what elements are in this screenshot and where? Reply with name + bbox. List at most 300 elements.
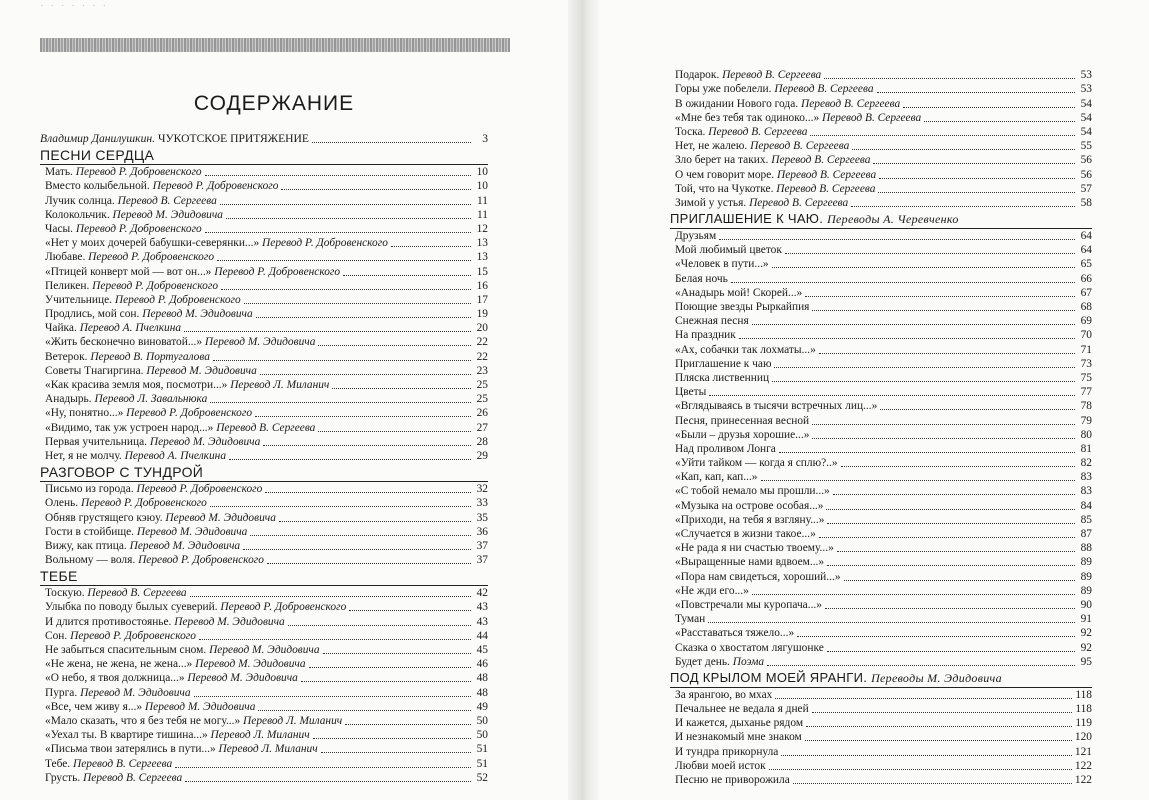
toc-entry[interactable] bbox=[40, 685, 488, 699]
page-number: 122 bbox=[1074, 774, 1092, 786]
page-number: 78 bbox=[1080, 400, 1092, 413]
page-number: 57 bbox=[1080, 182, 1092, 195]
entry-translator: Перевод М. Эдидовича bbox=[165, 511, 276, 524]
entry-text bbox=[675, 111, 921, 125]
toc-entry[interactable] bbox=[670, 96, 1092, 110]
intro-entry[interactable] bbox=[40, 128, 488, 146]
toc-entry[interactable] bbox=[670, 470, 1092, 484]
entry-title: Туман bbox=[675, 613, 706, 626]
entry-text bbox=[675, 428, 809, 442]
entry-translator: Перевод А. Пчелкина bbox=[124, 449, 227, 462]
toc-entry[interactable] bbox=[40, 435, 488, 449]
toc-entry[interactable] bbox=[670, 139, 1092, 153]
page-number: 77 bbox=[1080, 386, 1092, 399]
toc-entry[interactable] bbox=[40, 364, 488, 378]
entry-text bbox=[675, 196, 848, 210]
page-number: 65 bbox=[1080, 258, 1092, 271]
toc-entry[interactable] bbox=[670, 773, 1092, 787]
dot-leader bbox=[321, 752, 471, 753]
entry-title: «Нет у моих дочерей бабушки-северянки...» bbox=[45, 237, 260, 250]
toc-entry[interactable] bbox=[40, 539, 488, 553]
toc-entry[interactable] bbox=[40, 307, 488, 321]
entry-title: «Мало сказать, что я без тебя не могу...» bbox=[45, 714, 241, 727]
entry-text bbox=[45, 194, 217, 208]
dot-leader bbox=[185, 781, 471, 782]
page-title: СОДЕРЖАНИЕ bbox=[193, 92, 355, 115]
toc-entry[interactable] bbox=[670, 702, 1092, 716]
page-number: 43 bbox=[476, 615, 488, 628]
dot-leader bbox=[878, 192, 1075, 193]
entry-translator: Перевод Р. Добровенского bbox=[126, 407, 253, 420]
toc-entry[interactable] bbox=[40, 586, 488, 600]
continued-entries bbox=[670, 68, 1092, 210]
entry-title: Вместо колыбельной. bbox=[45, 180, 150, 193]
toc-entry[interactable] bbox=[40, 208, 488, 222]
entry-translator: Перевод Р. Добровенского bbox=[138, 554, 264, 567]
toc-entry[interactable] bbox=[670, 271, 1092, 285]
page-number: 56 bbox=[1080, 154, 1092, 167]
entry-text bbox=[675, 272, 728, 286]
toc-entry[interactable] bbox=[670, 314, 1092, 328]
dot-leader bbox=[175, 767, 471, 768]
toc-entry[interactable] bbox=[670, 759, 1092, 773]
entry-text bbox=[675, 328, 736, 342]
toc-entry[interactable] bbox=[670, 342, 1092, 356]
dot-leader bbox=[343, 275, 471, 276]
dot-leader bbox=[318, 431, 471, 432]
dot-leader bbox=[774, 367, 1075, 368]
toc-entry[interactable] bbox=[670, 82, 1092, 96]
toc-entry[interactable] bbox=[670, 300, 1092, 314]
dot-leader bbox=[851, 206, 1075, 207]
toc-entry[interactable] bbox=[40, 179, 488, 193]
toc-entry[interactable] bbox=[670, 716, 1092, 730]
dot-leader bbox=[184, 331, 471, 332]
dot-leader bbox=[769, 769, 1072, 770]
toc-entry[interactable] bbox=[40, 279, 488, 293]
toc-entry[interactable] bbox=[670, 68, 1092, 82]
entry-text bbox=[45, 350, 210, 364]
entry-text bbox=[45, 600, 346, 614]
dot-leader bbox=[323, 653, 471, 654]
toc-entry[interactable] bbox=[40, 771, 488, 785]
toc-entry[interactable] bbox=[40, 614, 488, 628]
toc-entry[interactable] bbox=[40, 714, 488, 728]
entry-text bbox=[45, 525, 247, 539]
page-number: 13 bbox=[476, 251, 488, 264]
dot-leader bbox=[256, 317, 471, 318]
entry-title: Любви моей исток bbox=[675, 759, 766, 772]
toc-entry[interactable] bbox=[670, 598, 1092, 612]
entry-title: Продлись, мой сон. bbox=[45, 308, 140, 321]
entry-text bbox=[45, 321, 181, 335]
right-sections bbox=[670, 210, 1092, 787]
entry-translator: Перевод В. Сергеева bbox=[750, 140, 850, 153]
intro-title: ЧУКОТСКОЕ ПРИТЯЖЕНИЕ bbox=[157, 132, 309, 145]
toc-entry[interactable] bbox=[40, 600, 488, 614]
entry-title: Письмо из города. bbox=[45, 483, 134, 496]
toc-entry[interactable] bbox=[670, 125, 1092, 139]
entry-translator: Перевод Р. Добровенского bbox=[80, 497, 207, 510]
entry-title: Снежная песня bbox=[675, 315, 749, 328]
toc-entry[interactable] bbox=[670, 328, 1092, 342]
toc-entry[interactable] bbox=[670, 744, 1092, 758]
entry-translator: Перевод Р. Добровенского bbox=[88, 251, 215, 264]
toc-entry[interactable] bbox=[40, 406, 488, 420]
dot-leader bbox=[301, 681, 471, 682]
toc-entry[interactable] bbox=[670, 257, 1092, 271]
toc-entry[interactable] bbox=[40, 629, 488, 643]
section-title: РАЗГОВОР С ТУНДРОЙ bbox=[40, 463, 204, 480]
toc-entry[interactable] bbox=[670, 229, 1092, 243]
entry-translator: Перевод М. Эдидовича bbox=[146, 364, 257, 377]
entry-title: Зло берет на таких. bbox=[675, 154, 769, 167]
toc-entry[interactable] bbox=[670, 688, 1092, 702]
page-number: 19 bbox=[476, 308, 488, 321]
entry-title: Не забыться спасительным сном. bbox=[45, 644, 207, 656]
entry-text bbox=[45, 615, 285, 629]
toc-entry[interactable] bbox=[40, 378, 488, 392]
toc-entry[interactable] bbox=[670, 286, 1092, 300]
entry-text bbox=[675, 168, 876, 182]
entry-text bbox=[675, 626, 794, 640]
dot-leader bbox=[210, 402, 471, 403]
toc-entry[interactable] bbox=[40, 222, 488, 236]
entry-text bbox=[45, 208, 223, 222]
entry-text bbox=[45, 757, 172, 771]
page-number: 89 bbox=[1080, 570, 1092, 583]
toc-entry[interactable] bbox=[40, 728, 488, 742]
section-translator: Переводы М. Эдидовича bbox=[871, 670, 1002, 685]
dot-leader bbox=[824, 78, 1075, 79]
entry-text bbox=[675, 641, 824, 655]
page-number: 20 bbox=[476, 322, 488, 335]
toc-entry[interactable] bbox=[40, 657, 488, 671]
page-number: 17 bbox=[476, 293, 488, 306]
entry-translator: Перевод В. Сергеева bbox=[73, 757, 173, 770]
entry-translator: Перевод Р. Добровенского bbox=[262, 237, 388, 250]
toc-entry[interactable] bbox=[40, 643, 488, 657]
entry-title: «О небо, я твоя должница...» bbox=[45, 672, 185, 685]
toc-entry[interactable] bbox=[40, 482, 488, 496]
entry-translator: Перевод М. Эдидовича bbox=[136, 525, 248, 538]
dot-leader bbox=[903, 107, 1075, 108]
dot-leader bbox=[825, 608, 1075, 609]
toc-entry[interactable] bbox=[40, 700, 488, 714]
page-number: 49 bbox=[476, 700, 488, 713]
entry-text bbox=[675, 598, 822, 612]
entry-translator: Перевод В. Португалова bbox=[90, 350, 210, 363]
entry-title: Учительнице. bbox=[45, 293, 112, 306]
dot-leader bbox=[779, 452, 1075, 453]
dot-leader bbox=[349, 610, 471, 611]
entry-title: «Человек в пути...» bbox=[675, 258, 769, 271]
dot-leader bbox=[708, 622, 1075, 623]
toc-entry[interactable] bbox=[670, 584, 1092, 598]
page-number: 3 bbox=[482, 132, 488, 145]
dot-leader bbox=[880, 409, 1075, 410]
dot-leader bbox=[719, 239, 1075, 240]
toc-entry[interactable] bbox=[670, 555, 1092, 569]
entry-text bbox=[675, 442, 776, 456]
entry-translator: Перевод Р. Добровенского bbox=[136, 483, 263, 496]
page-number: 53 bbox=[1080, 69, 1092, 82]
entry-title: «Расставаться тяжело...» bbox=[675, 627, 795, 640]
dot-leader bbox=[731, 282, 1075, 283]
entry-title: Советы Тнагиргина. bbox=[45, 364, 144, 377]
page-number: 22 bbox=[476, 336, 488, 349]
entry-title: «Музыка на острове особая...» bbox=[675, 499, 824, 512]
toc-entry[interactable] bbox=[670, 612, 1092, 626]
entry-translator: Перевод В. Сергеева bbox=[771, 154, 871, 167]
page-number: 44 bbox=[476, 629, 488, 642]
entry-title: «Повстречали мы куропача...» bbox=[675, 598, 822, 611]
toc-entry[interactable] bbox=[40, 671, 488, 685]
toc-entry[interactable] bbox=[670, 111, 1092, 125]
entry-text bbox=[675, 229, 716, 243]
toc-entry[interactable] bbox=[670, 413, 1092, 427]
entry-title: Приглашение к чаю bbox=[675, 357, 772, 370]
entry-title: «Не рада я ни счастью твоему...» bbox=[675, 542, 834, 555]
toc-entry[interactable] bbox=[670, 196, 1092, 210]
toc-entry[interactable] bbox=[670, 730, 1092, 744]
page-number: 22 bbox=[476, 350, 488, 363]
entry-title: Сон. bbox=[45, 629, 68, 642]
entry-translator: Перевод В. Сергеева bbox=[117, 194, 217, 207]
toc-entry[interactable] bbox=[40, 525, 488, 539]
dot-leader bbox=[767, 665, 1075, 666]
dot-leader bbox=[812, 310, 1075, 311]
page-number: 73 bbox=[1080, 357, 1092, 370]
entry-text bbox=[675, 125, 807, 139]
section-heading bbox=[670, 210, 1092, 229]
dot-leader bbox=[220, 204, 471, 205]
entry-translator: Перевод М. Эдидовича bbox=[195, 658, 306, 671]
entry-title: «Были – друзья хорошие...» bbox=[675, 428, 810, 441]
entry-title: Колокольчик. bbox=[45, 208, 110, 221]
entry-text bbox=[675, 470, 758, 484]
entry-title: О чем говорит море. bbox=[675, 168, 775, 181]
page-number: 51 bbox=[476, 757, 488, 770]
dot-leader bbox=[805, 296, 1075, 297]
page-number: 80 bbox=[1080, 428, 1092, 441]
toc-entry[interactable] bbox=[40, 193, 488, 207]
entry-title: «Не жди его...» bbox=[675, 584, 749, 597]
entry-text bbox=[45, 335, 315, 349]
toc-entry[interactable] bbox=[670, 385, 1092, 399]
page-number: 48 bbox=[476, 672, 488, 685]
dot-leader bbox=[263, 445, 471, 446]
page-number: 29 bbox=[476, 449, 488, 462]
toc-entry[interactable] bbox=[40, 236, 488, 250]
page-number: 88 bbox=[1080, 542, 1092, 555]
entry-title: За ярангою, во мхах bbox=[675, 688, 773, 701]
toc-entry[interactable] bbox=[40, 392, 488, 406]
page-number: 25 bbox=[476, 379, 488, 391]
dot-leader bbox=[258, 710, 471, 711]
page-number: 75 bbox=[1080, 371, 1092, 384]
toc-entry[interactable] bbox=[670, 357, 1092, 371]
toc-entry[interactable] bbox=[40, 756, 488, 770]
toc-entry[interactable] bbox=[40, 742, 488, 756]
toc-entry[interactable] bbox=[40, 293, 488, 307]
toc-entry[interactable] bbox=[670, 243, 1092, 257]
entry-text bbox=[45, 165, 202, 179]
toc-entry[interactable] bbox=[670, 428, 1092, 442]
dot-leader bbox=[924, 121, 1075, 122]
page-number: 53 bbox=[1080, 83, 1092, 96]
entry-title: «Видимо, так уж устроен народ...» bbox=[45, 421, 214, 434]
left-sections bbox=[40, 146, 488, 785]
page-number: 120 bbox=[1074, 731, 1092, 744]
toc-entry[interactable] bbox=[670, 399, 1092, 413]
entry-text bbox=[45, 714, 342, 728]
entry-translator: Перевод В. Сергеева bbox=[774, 83, 874, 96]
entry-title: Вижу, как птица. bbox=[45, 539, 127, 552]
toc-entry[interactable] bbox=[670, 541, 1092, 555]
entry-text bbox=[45, 742, 318, 756]
dot-leader bbox=[812, 712, 1073, 713]
entry-title: Олень. bbox=[45, 497, 79, 510]
dot-leader bbox=[255, 416, 471, 417]
toc-entry[interactable] bbox=[670, 371, 1092, 385]
toc-entry[interactable] bbox=[40, 349, 488, 363]
toc-entry[interactable] bbox=[670, 569, 1092, 583]
page-number: 92 bbox=[1080, 627, 1092, 640]
entry-text bbox=[45, 539, 240, 553]
dot-leader bbox=[879, 178, 1075, 179]
entry-text bbox=[675, 371, 769, 385]
toc-entry[interactable] bbox=[670, 167, 1092, 181]
page-number: 37 bbox=[476, 554, 488, 567]
dot-leader bbox=[210, 506, 471, 507]
toc-entry[interactable] bbox=[670, 456, 1092, 470]
dot-leader bbox=[793, 783, 1072, 784]
entry-translator: Перевод М. Эдидовича bbox=[129, 539, 241, 552]
entry-translator: Перевод М. Эдидовича bbox=[209, 644, 320, 656]
toc-entry[interactable] bbox=[670, 640, 1092, 654]
toc-entry[interactable] bbox=[40, 250, 488, 264]
entry-text bbox=[675, 702, 809, 716]
dot-leader bbox=[810, 135, 1075, 136]
page-number: 87 bbox=[1080, 528, 1092, 540]
entry-translator: Перевод Л. Завальнюка bbox=[94, 393, 208, 406]
left-page bbox=[0, 0, 568, 800]
toc-entry[interactable] bbox=[40, 165, 488, 179]
page-number: 35 bbox=[476, 511, 488, 524]
toc-entry[interactable] bbox=[670, 442, 1092, 456]
page-number: 54 bbox=[1080, 111, 1092, 124]
toc-entry[interactable] bbox=[670, 182, 1092, 196]
toc-entry[interactable] bbox=[670, 527, 1092, 541]
toc-entry[interactable] bbox=[40, 496, 488, 510]
toc-entry[interactable] bbox=[40, 553, 488, 567]
page-number: 118 bbox=[1075, 688, 1092, 701]
toc-entry[interactable] bbox=[670, 484, 1092, 498]
entry-text bbox=[45, 222, 202, 236]
dot-leader bbox=[281, 189, 471, 190]
entry-text bbox=[675, 716, 803, 730]
toc-entry[interactable] bbox=[670, 498, 1092, 512]
entry-text bbox=[675, 499, 823, 513]
entry-translator: Перевод Р. Добровенского bbox=[220, 601, 347, 614]
dot-leader bbox=[318, 345, 471, 346]
dot-leader bbox=[812, 438, 1075, 439]
dot-leader bbox=[827, 651, 1075, 652]
entry-title: Лучик солнца. bbox=[45, 194, 115, 207]
section-heading bbox=[40, 567, 488, 586]
entry-translator: Перевод М. Эдидовича bbox=[204, 336, 316, 349]
toc-entry[interactable] bbox=[670, 513, 1092, 527]
page-number: 37 bbox=[476, 539, 488, 552]
dot-leader bbox=[852, 149, 1075, 150]
entry-title: И кажется, дыханье рядом bbox=[675, 717, 804, 730]
page-number: 70 bbox=[1080, 329, 1092, 342]
toc-entry[interactable] bbox=[40, 420, 488, 434]
toc-entry[interactable] bbox=[40, 335, 488, 349]
dot-leader bbox=[761, 480, 1076, 481]
entry-title: Будет день. bbox=[675, 655, 730, 668]
entry-translator: Перевод В. Сергеева bbox=[749, 196, 849, 209]
entry-text bbox=[45, 250, 214, 264]
entry-translator: Перевод Р. Добровенского bbox=[75, 222, 202, 235]
dot-leader bbox=[841, 466, 1075, 467]
entry-title: Печальнее не ведала я дней bbox=[675, 703, 809, 716]
entry-title: «Все, чем живу я...» bbox=[45, 700, 143, 713]
toc-entry[interactable] bbox=[670, 626, 1092, 640]
entry-text bbox=[675, 300, 809, 314]
toc-entry[interactable] bbox=[40, 449, 488, 463]
entry-title: Горы уже побелели. bbox=[675, 83, 772, 96]
page-number: 95 bbox=[1080, 655, 1092, 668]
entry-text bbox=[45, 496, 207, 510]
book-gutter bbox=[568, 0, 600, 800]
page-number: 13 bbox=[476, 237, 488, 250]
entry-title: Чайка. bbox=[45, 322, 77, 335]
toc-entry[interactable] bbox=[670, 153, 1092, 167]
dot-leader bbox=[805, 740, 1072, 741]
entry-text bbox=[45, 236, 388, 250]
section-heading bbox=[40, 146, 488, 165]
entry-text bbox=[45, 392, 207, 406]
dot-leader bbox=[752, 324, 1075, 325]
entry-text bbox=[45, 435, 260, 449]
entry-text bbox=[45, 279, 218, 293]
dot-leader bbox=[243, 549, 471, 550]
toc-entry[interactable] bbox=[40, 264, 488, 278]
entry-text bbox=[45, 586, 187, 600]
page-number: 54 bbox=[1080, 125, 1092, 138]
toc-entry[interactable] bbox=[670, 655, 1092, 669]
entry-text bbox=[45, 657, 306, 671]
page-number: 51 bbox=[476, 743, 488, 756]
entry-title: Грусть. bbox=[45, 771, 81, 784]
entry-title: «Пора нам свидеться, хороший...» bbox=[675, 570, 841, 583]
page-number: 58 bbox=[1080, 196, 1092, 209]
entry-translator: Перевод А. Пчелкина bbox=[79, 322, 182, 335]
entry-title: «Письма твои затерялись в пути...» bbox=[45, 743, 216, 756]
entry-text bbox=[675, 82, 874, 96]
page-number: 122 bbox=[1074, 759, 1092, 772]
entry-title: «Кап, кап, кап...» bbox=[675, 471, 758, 484]
entry-text bbox=[45, 482, 262, 496]
toc-entry[interactable] bbox=[40, 321, 488, 335]
entry-title: «Как красива земля моя, посмотри...» bbox=[45, 379, 228, 391]
toc-entry[interactable] bbox=[40, 510, 488, 524]
dot-leader bbox=[205, 232, 471, 233]
page-number: 79 bbox=[1080, 414, 1092, 427]
page-number: 11 bbox=[477, 208, 488, 221]
